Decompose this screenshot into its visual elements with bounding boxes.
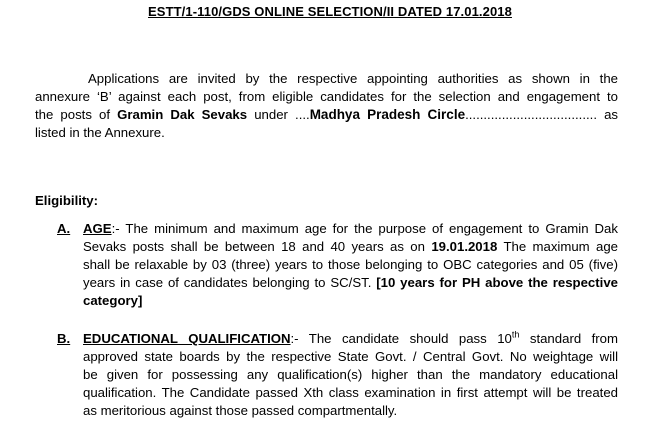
edu-line: qualification. The Candidate passed Xth class examination in first attempt will be treated [83,385,618,400]
age-line: shall be relaxable by 03 (three) years to those belonging to OBC categories and 05 (five) [83,257,618,272]
age-line: Sevaks posts shall be between 18 and 40 years as on 19.01.2018 The maximum age [83,239,618,254]
edu-line: EDUCATIONAL QUALIFICATION:- The candidate should pass 10th standard from [83,329,618,346]
section-marker: A. [57,221,71,236]
edu-line: be given for possessing any qualification(s) higher than the mandatory educational [83,367,618,382]
intro-line: the posts of Gramin Dak Sevaks under ....Madhya Pradesh Circle.................................... as [35,107,619,122]
section-marker: B. [57,331,71,346]
age-line: category] [83,293,143,308]
age-line: years in case of candidates belonging to SC/ST. [10 years for PH above the respective [83,275,618,290]
edu-line: approved state boards by the respective State Govt. / Central Govt. No weightage will [83,349,618,364]
document-title: ESTT/1-110/GDS ONLINE SELECTION/II DATED 17.01.2018 [148,4,512,19]
intro-line: Applications are invited by the respective appointing authorities as shown in the [88,71,618,86]
eligibility-heading: Eligibility: [35,193,99,208]
edu-line: as meritorious against those passed compartmentally. [83,403,398,418]
intro-line: listed in the Annexure. [35,125,165,140]
intro-line: annexure ‘B’ against each post, from eligible candidates for the selection and engagement to [35,89,618,104]
circle-name: Madhya Pradesh Circle [309,107,466,122]
age-line: AGE:- The minimum and maximum age for the purpose of engagement to Gramin Dak [83,221,618,236]
